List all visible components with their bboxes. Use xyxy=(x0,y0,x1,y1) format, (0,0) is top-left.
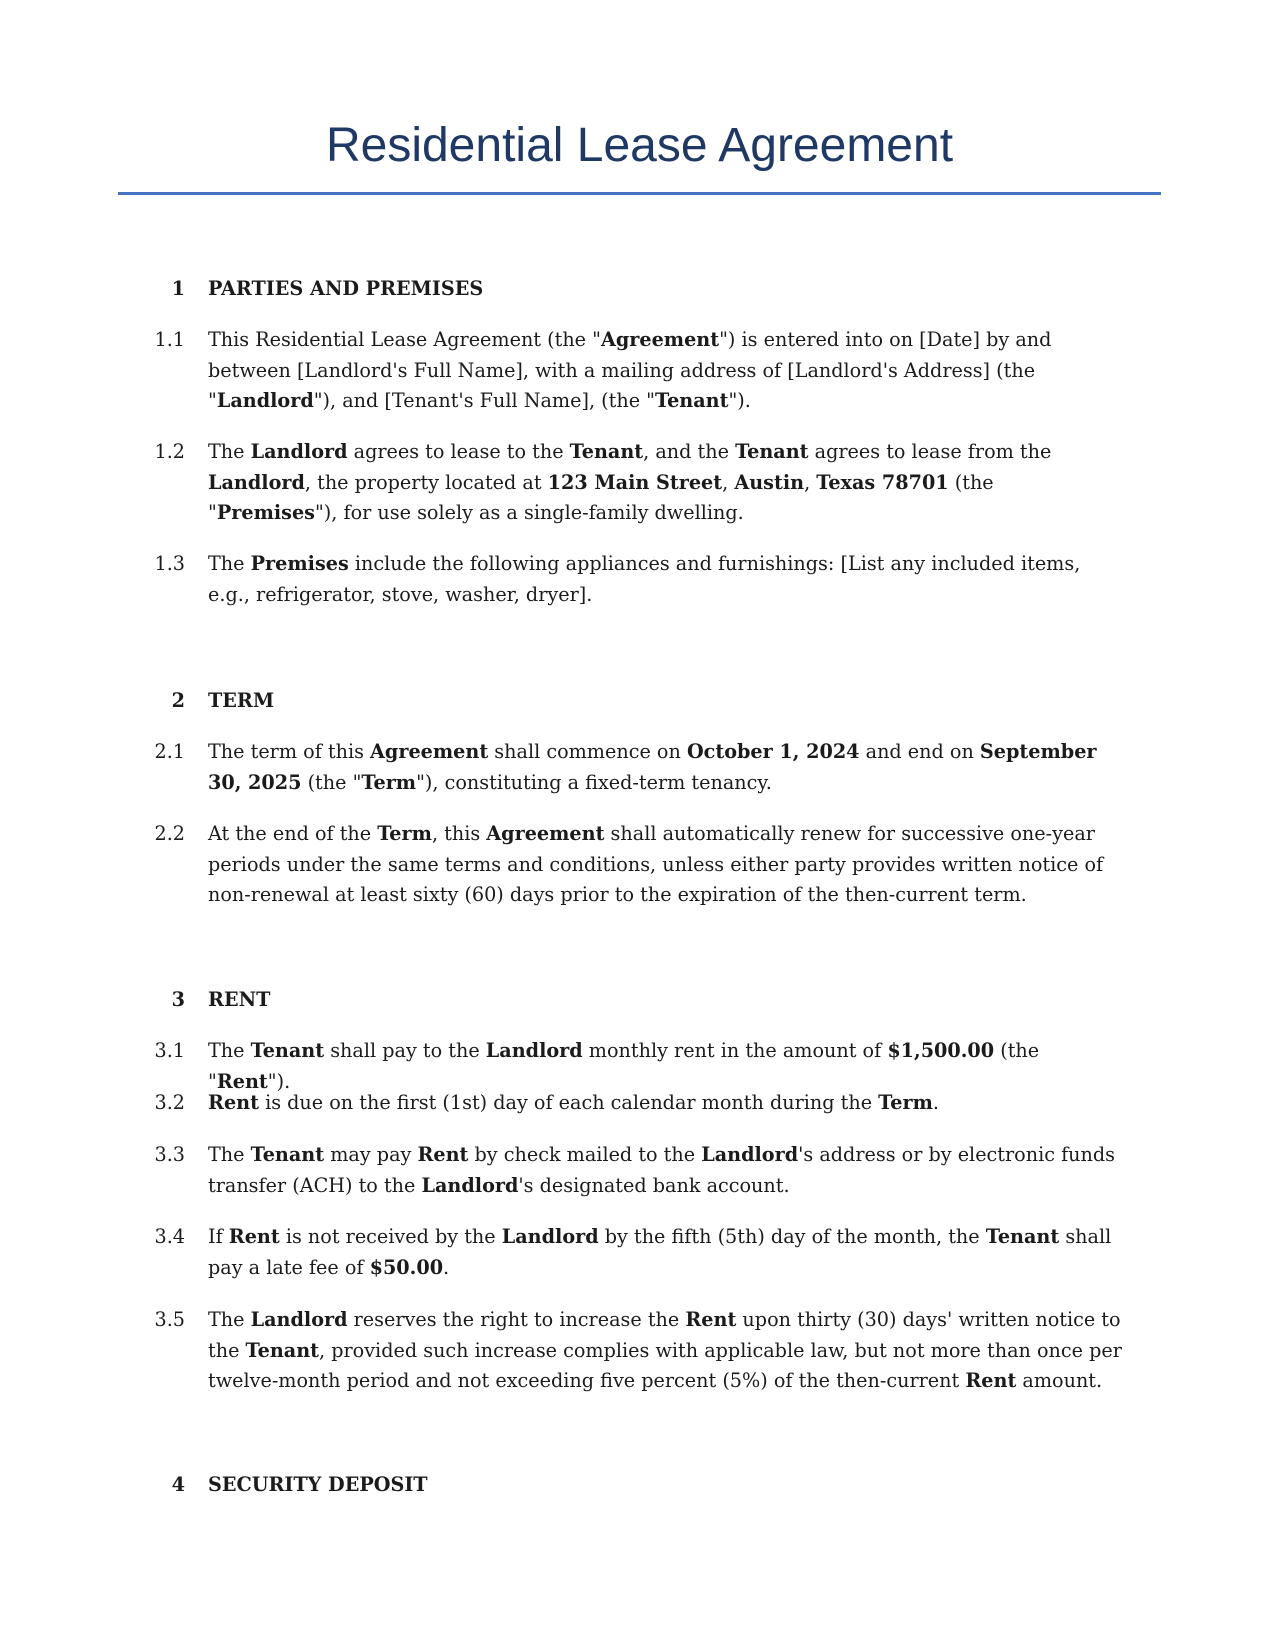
text-run: The xyxy=(208,1143,251,1166)
section-title: SECURITY DEPOSIT xyxy=(208,1473,428,1496)
defined-term: Rent xyxy=(208,1091,259,1114)
text-run: agrees to lease to the xyxy=(347,440,570,463)
text-run: If xyxy=(208,1225,229,1248)
section-title: PARTIES AND PREMISES xyxy=(208,277,484,300)
text-run: "), constituting a fixed-term tenancy. xyxy=(416,770,772,794)
text-run: This Residential Lease Agreement (the " xyxy=(208,328,601,351)
defined-term: 123 Main Street xyxy=(547,470,723,494)
text-run: , the property located at xyxy=(304,470,548,494)
text-run: 's address or by electronic funds transfer (ACH) to the xyxy=(208,1143,1116,1197)
text-run: reserves the right to increase the xyxy=(347,1308,686,1331)
text-run: shall automatically renew for successive one-year periods under the same terms and conditions, unless either party provides written notice of non-renewal at least sixty (60) days prior to the expiration of the then-current term. xyxy=(208,822,1104,906)
text-run: (the " xyxy=(301,770,362,794)
defined-term: Agreement xyxy=(486,822,605,845)
clause-text xyxy=(208,325,1123,417)
defined-term: Agreement xyxy=(370,740,489,763)
text-run: agrees to lease from the xyxy=(808,440,1052,463)
defined-term: Premises xyxy=(216,501,315,524)
text-run: , provided such increase complies with applicable law, but not more than once per twelve-month period and not exceeding five percent (5%) of the then-current xyxy=(208,1338,1122,1392)
title-divider xyxy=(118,192,1161,195)
text-run: upon thirty (30) days' written notice to the xyxy=(208,1308,1121,1362)
clause-text xyxy=(208,1140,1123,1201)
text-run: (the " xyxy=(208,1039,1040,1093)
defined-term: Term xyxy=(361,770,417,794)
text-run: and end on xyxy=(859,740,980,763)
section-title: TERM xyxy=(208,689,275,712)
text-run: is due on the first (1st) day of each calendar month during the xyxy=(258,1091,879,1114)
defined-term: Term xyxy=(878,1091,933,1114)
defined-term: Agreement xyxy=(600,328,720,351)
text-run: is not received by the xyxy=(279,1225,502,1248)
defined-term: Landlord xyxy=(250,440,348,463)
defined-term: September 30, 2025 xyxy=(208,740,1097,794)
text-run: , and the xyxy=(643,440,736,463)
text-run: The xyxy=(208,440,251,463)
text-run: 's designated bank account. xyxy=(518,1173,790,1197)
defined-term: Tenant xyxy=(985,1225,1060,1248)
text-run: may pay xyxy=(324,1143,418,1166)
defined-term: Tenant xyxy=(735,440,809,463)
defined-term: Tenant xyxy=(245,1338,320,1362)
defined-term: Tenant xyxy=(569,440,644,463)
clause-text xyxy=(208,437,1123,529)
clause-text xyxy=(208,1222,1123,1283)
defined-term: Rent xyxy=(228,1225,280,1248)
text-run: "), for use solely as a single-family dwelling. xyxy=(314,501,744,524)
defined-term: $1,500.00 xyxy=(887,1039,995,1062)
clause-number: 1.2 xyxy=(154,440,185,463)
defined-term: Term xyxy=(377,822,432,845)
defined-term: Tenant xyxy=(250,1143,325,1166)
clause-number: 3.5 xyxy=(154,1308,185,1331)
text-run: "), and [Tenant's Full Name], (the " xyxy=(313,389,655,412)
text-run: . xyxy=(443,1255,450,1279)
defined-term: Landlord xyxy=(208,470,305,494)
text-run: include the following appliances and furnishings: [List any included items, e.g., refrigerator, stove, washer, dryer]. xyxy=(208,552,1081,606)
defined-term: Landlord xyxy=(485,1039,583,1062)
text-run: shall pay a late fee of xyxy=(208,1225,1112,1279)
defined-term: Landlord xyxy=(501,1225,599,1248)
clause-number: 1.3 xyxy=(154,552,185,575)
text-run: monthly rent in the amount of xyxy=(582,1039,888,1062)
defined-term: Rent xyxy=(685,1308,737,1331)
defined-term: Tenant xyxy=(655,389,729,412)
defined-term: Premises xyxy=(250,552,349,575)
clause-text xyxy=(208,1088,1123,1119)
clause-number: 1.1 xyxy=(154,328,185,351)
clause-text xyxy=(208,737,1123,798)
clause-number: 3.4 xyxy=(154,1225,185,1248)
clause-number: 2.2 xyxy=(154,822,185,845)
text-run: ") is entered into on [Date] by and between [Landlord's Full Name], with a mailing address of [Landlord's Address] (the " xyxy=(208,328,1052,412)
clause-number: 2.1 xyxy=(154,740,185,763)
clause-text xyxy=(208,1305,1123,1397)
text-run: "). xyxy=(728,389,751,412)
document-title: Residential Lease Agreement xyxy=(325,119,954,172)
text-run: shall commence on xyxy=(488,740,687,763)
defined-term: Rent xyxy=(417,1143,469,1166)
defined-term: Rent xyxy=(965,1369,1017,1392)
defined-term: Landlord xyxy=(701,1143,799,1166)
text-run: The xyxy=(208,1308,251,1331)
clause-number: 3.3 xyxy=(154,1143,185,1166)
defined-term: $50.00 xyxy=(369,1255,444,1279)
section-number: 2 xyxy=(171,689,185,712)
defined-term: Texas 78701 xyxy=(816,470,949,494)
defined-term: Landlord xyxy=(216,389,314,412)
clause-number: 3.2 xyxy=(154,1091,185,1114)
section-number: 1 xyxy=(171,277,185,300)
defined-term: Rent xyxy=(216,1069,268,1093)
text-run: , xyxy=(722,470,735,494)
text-run: , xyxy=(804,470,817,494)
text-run: by the fifth (5th) day of the month, the xyxy=(598,1225,986,1248)
text-run: The xyxy=(208,1039,251,1062)
section-title: RENT xyxy=(208,988,271,1011)
text-run: . xyxy=(932,1091,939,1114)
defined-term: Austin xyxy=(734,470,805,494)
text-run: The term of this xyxy=(208,740,371,763)
text-run: shall pay to the xyxy=(324,1039,486,1062)
section-number: 3 xyxy=(171,988,185,1011)
text-run: The xyxy=(208,552,251,575)
text-run: At the end of the xyxy=(208,822,378,845)
text-run: by check mailed to the xyxy=(468,1143,702,1166)
section-number: 4 xyxy=(171,1473,185,1496)
text-run: amount. xyxy=(1016,1369,1103,1392)
defined-term: October 1, 2024 xyxy=(686,740,860,763)
clause-text xyxy=(208,549,1123,610)
defined-term: Landlord xyxy=(421,1173,519,1197)
text-run: (the " xyxy=(208,470,994,524)
defined-term: Landlord xyxy=(250,1308,348,1331)
text-run: "). xyxy=(267,1069,291,1093)
defined-term: Tenant xyxy=(250,1039,325,1062)
text-run: , this xyxy=(431,822,487,845)
clause-text xyxy=(208,819,1123,911)
clause-number: 3.1 xyxy=(154,1039,185,1062)
